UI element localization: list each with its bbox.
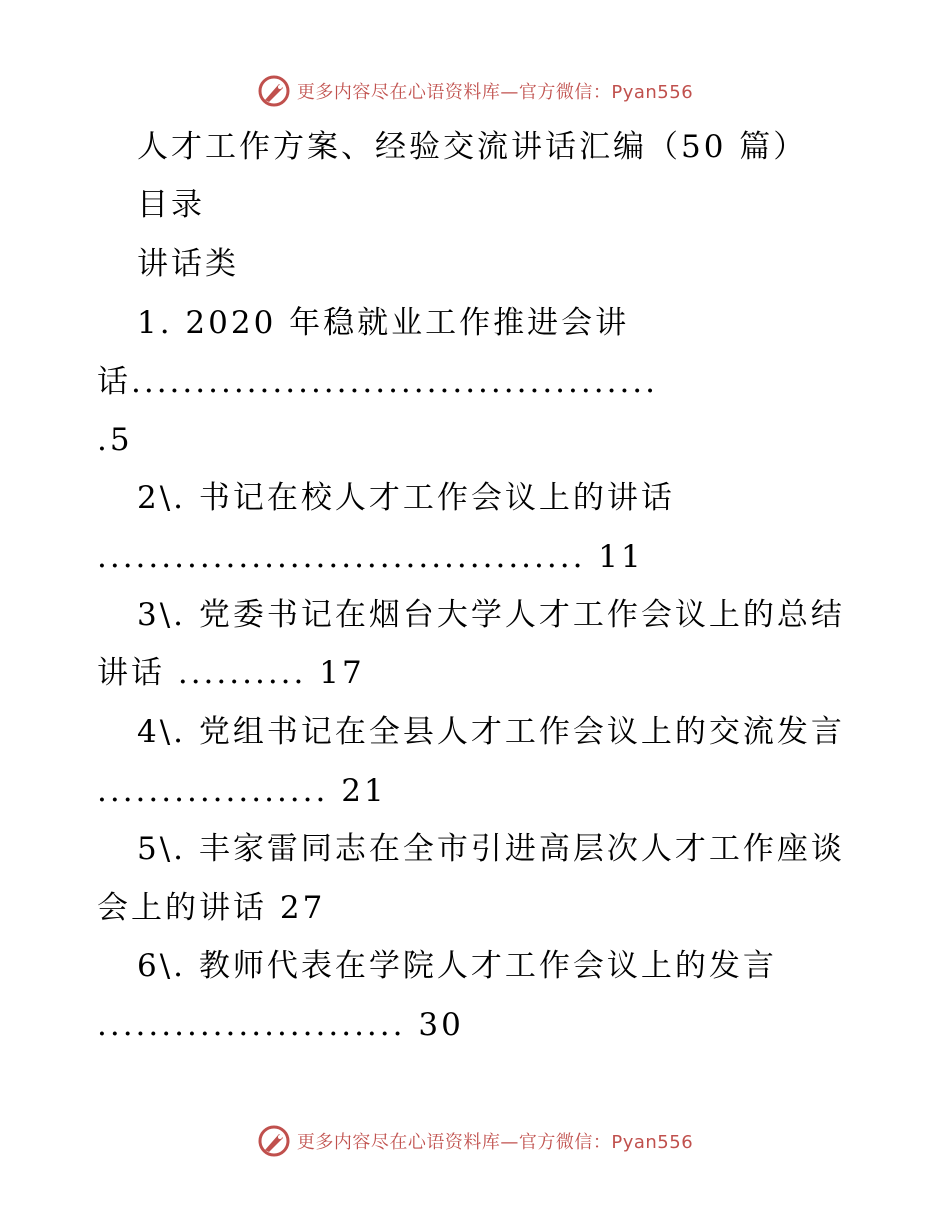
pen-nib-logo-icon (257, 74, 291, 108)
toc-entry-1-leader: 话......................................... (97, 364, 659, 400)
toc-heading: 目录 (137, 187, 205, 223)
pen-nib-logo-icon (257, 1124, 291, 1158)
toc-entry-5-leader: 会上的讲话 27 (97, 890, 326, 926)
toc-entry-5-title: 5\. 丰家雷同志在全市引进高层次人才工作座谈 (137, 831, 845, 867)
footer-watermark-banner (0, 1121, 950, 1161)
section-heading: 讲话类 (137, 246, 239, 282)
document-title: 人才工作方案、经验交流讲话汇编（50 篇） (137, 129, 808, 165)
toc-entry-2-title: 2\. 书记在校人才工作会议上的讲话 (137, 480, 675, 516)
watermark-text: 更多内容尽在心语资料库—官方微信：Pyan556 (296, 82, 694, 103)
toc-entry-3-leader: 讲话 .......... 17 (97, 655, 365, 691)
toc-entry-1-title: 1. 2020 年稳就业工作推进会讲 (137, 305, 630, 341)
toc-entry-4-title: 4\. 党组书记在全县人才工作会议上的交流发言 (137, 714, 845, 750)
watermark-text: 更多内容尽在心语资料库—官方微信：Pyan556 (296, 1132, 694, 1153)
toc-entry-6-leader: ........................ 30 (97, 1007, 464, 1043)
header-watermark-banner (0, 71, 950, 111)
toc-entry-6-title: 6\. 教师代表在学院人才工作会议上的发言 (137, 948, 777, 984)
toc-entry-2-leader: ...................................... 11 (97, 539, 644, 575)
toc-entry-4-leader: .................. 21 (97, 773, 387, 809)
toc-entry-1-page: .5 (97, 422, 133, 458)
toc-entry-3-title: 3\. 党委书记在烟台大学人才工作会议上的总结 (137, 597, 845, 633)
